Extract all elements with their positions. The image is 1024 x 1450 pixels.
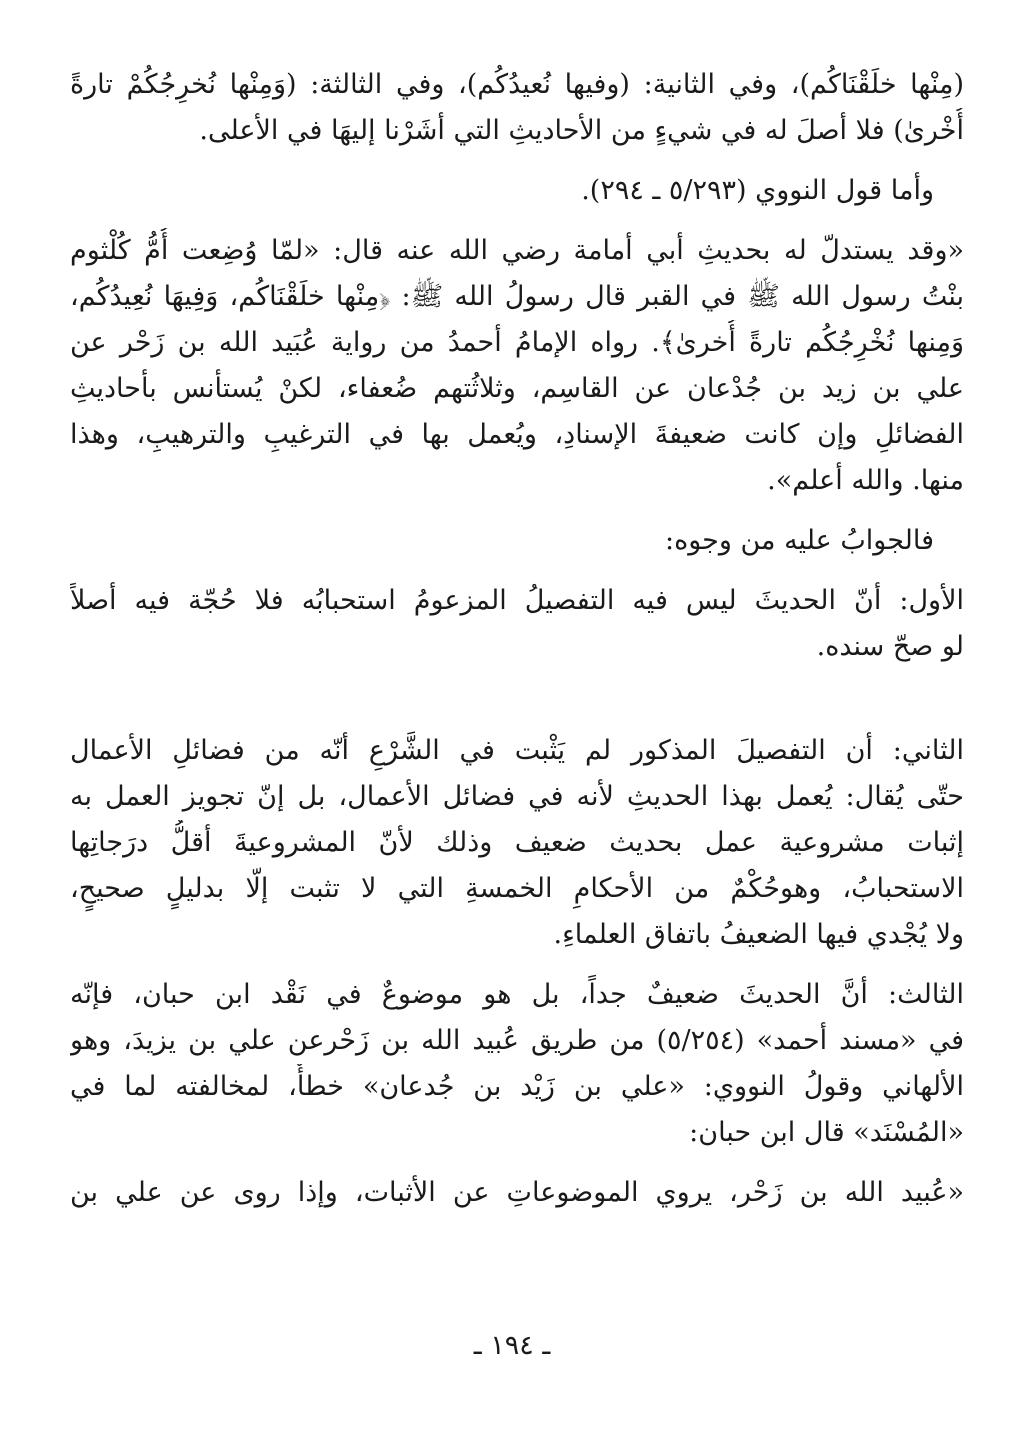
- paragraph-4: [70, 518, 964, 564]
- paragraph-6-second-point: [70, 728, 964, 958]
- text-line: الثالث: أنَّ الحديثَ ضعيفٌ جداً، بل هو موضوعٌ في نَقْد ابن حبان، فإنّه: [70, 979, 964, 1010]
- paragraph-5-first-point: [70, 578, 964, 670]
- page-body: [70, 62, 964, 1230]
- text-line: أُخْرىٰ) فلا أصلَ له في شيءٍ من الأحاديثِ التي أشَرْنا إليهَا في الأعلى.: [199, 115, 964, 146]
- text-line: «وقد يستدلّ له بحديثِ أبي أمامة رضي الله عنه قال: «لمّا وُضِعت أُمُّ كُلْثوم: [70, 235, 964, 266]
- text-line: فالجوابُ عليه من وجوه:: [664, 525, 934, 556]
- text-line: إثبات مشروعية عمل بحديث ضعيف وذلك لأنّ المشروعيةَ أقلُّ درَجاتِها: [70, 827, 964, 858]
- text-line: حتّى يُقال: يُعمل بهذا الحديثِ لأنه في فضائل الأعمال، بل إنّ تجويز العمل به: [70, 781, 964, 812]
- paragraph-7-third-point: [70, 972, 964, 1156]
- text-line: الاستحبابُ، وهوحُكْمٌ من الأحكامِ الخمسةِ التي لا تثبت إلّا بدليلٍ صحيحٍ،: [70, 873, 964, 904]
- text-line: في «مسند أحمد» (٥/٢٥٤) من طريق عُبيد الله بن زَحْرعن علي بن يزيدَ، وهو: [70, 1025, 964, 1056]
- text-line: «عُبيد الله بن زَحْر، يروي الموضوعاتِ عن الأثبات، وإذا روى عن علي بن: [70, 1177, 964, 1208]
- paragraph-1: [70, 62, 964, 154]
- paragraph-2: [70, 168, 964, 214]
- text-line: الثاني: أن التفصيلَ المذكور لم يَثْبت في الشَّرْعِ أنّه من فضائلِ الأعمال: [70, 735, 964, 766]
- page-number: ـ ١٩٤ ـ: [473, 1330, 551, 1361]
- text-line: (مِنْها خلَقْنَاكُم)، وفي الثانية: (وفيها نُعيدُكُم)، وفي الثالثة: (وَمِنْها نُخرِجُكُمْ تارةً: [70, 69, 964, 100]
- text-line: «المُسْنَد» قال ابن حبان:: [689, 1117, 964, 1148]
- text-line: منها. والله أعلم».: [767, 465, 964, 496]
- text-line: بنْتُ رسول الله ﷺ في القبر قال رسولُ الله ﷺ: ﴿مِنْها خلَقْنَاكُم، وَفِيهَا نُعِيدُكُم،: [70, 281, 964, 312]
- text-line: وأما قول النووي (٥/٢٩٣ ـ ٢٩٤).: [581, 175, 934, 206]
- text-line: ولا يُجْدي فيها الضعيفُ باتفاق العلماءِ.: [553, 919, 964, 950]
- text-line: لو صحّ سنده.: [816, 631, 964, 662]
- text-line: الألهاني وقولُ النووي: «علي بن زَيْد بن جُدعان» خطأٌ، لمخالفته لما في: [70, 1071, 964, 1102]
- paragraph-3-quote: [70, 228, 964, 504]
- text-line: وَمِنها نُخْرِجُكُم تارةً أُخرىٰ﴾. رواه الإمامُ أحمدُ من رواية عُبَيد الله بن زَحْر عن: [70, 327, 964, 358]
- text-line: الفضائلِ وإن كانت ضعيفةَ الإسنادِ، ويُعمل بها في الترغيبِ والترهيبِ، وهذا: [70, 419, 964, 450]
- paragraph-8-quote: [70, 1170, 964, 1216]
- text-line: علي بن زيد بن جُدْعان عن القاسِم، وثلاثُتهم ضُعفاء، لكنْ يُستأنس بأحاديثِ: [70, 373, 964, 404]
- text-line: الأول: أنّ الحديثَ ليس فيه التفصيلُ المزعومُ استحبابُه فلا حُجّة فيه أصلاً: [70, 585, 964, 616]
